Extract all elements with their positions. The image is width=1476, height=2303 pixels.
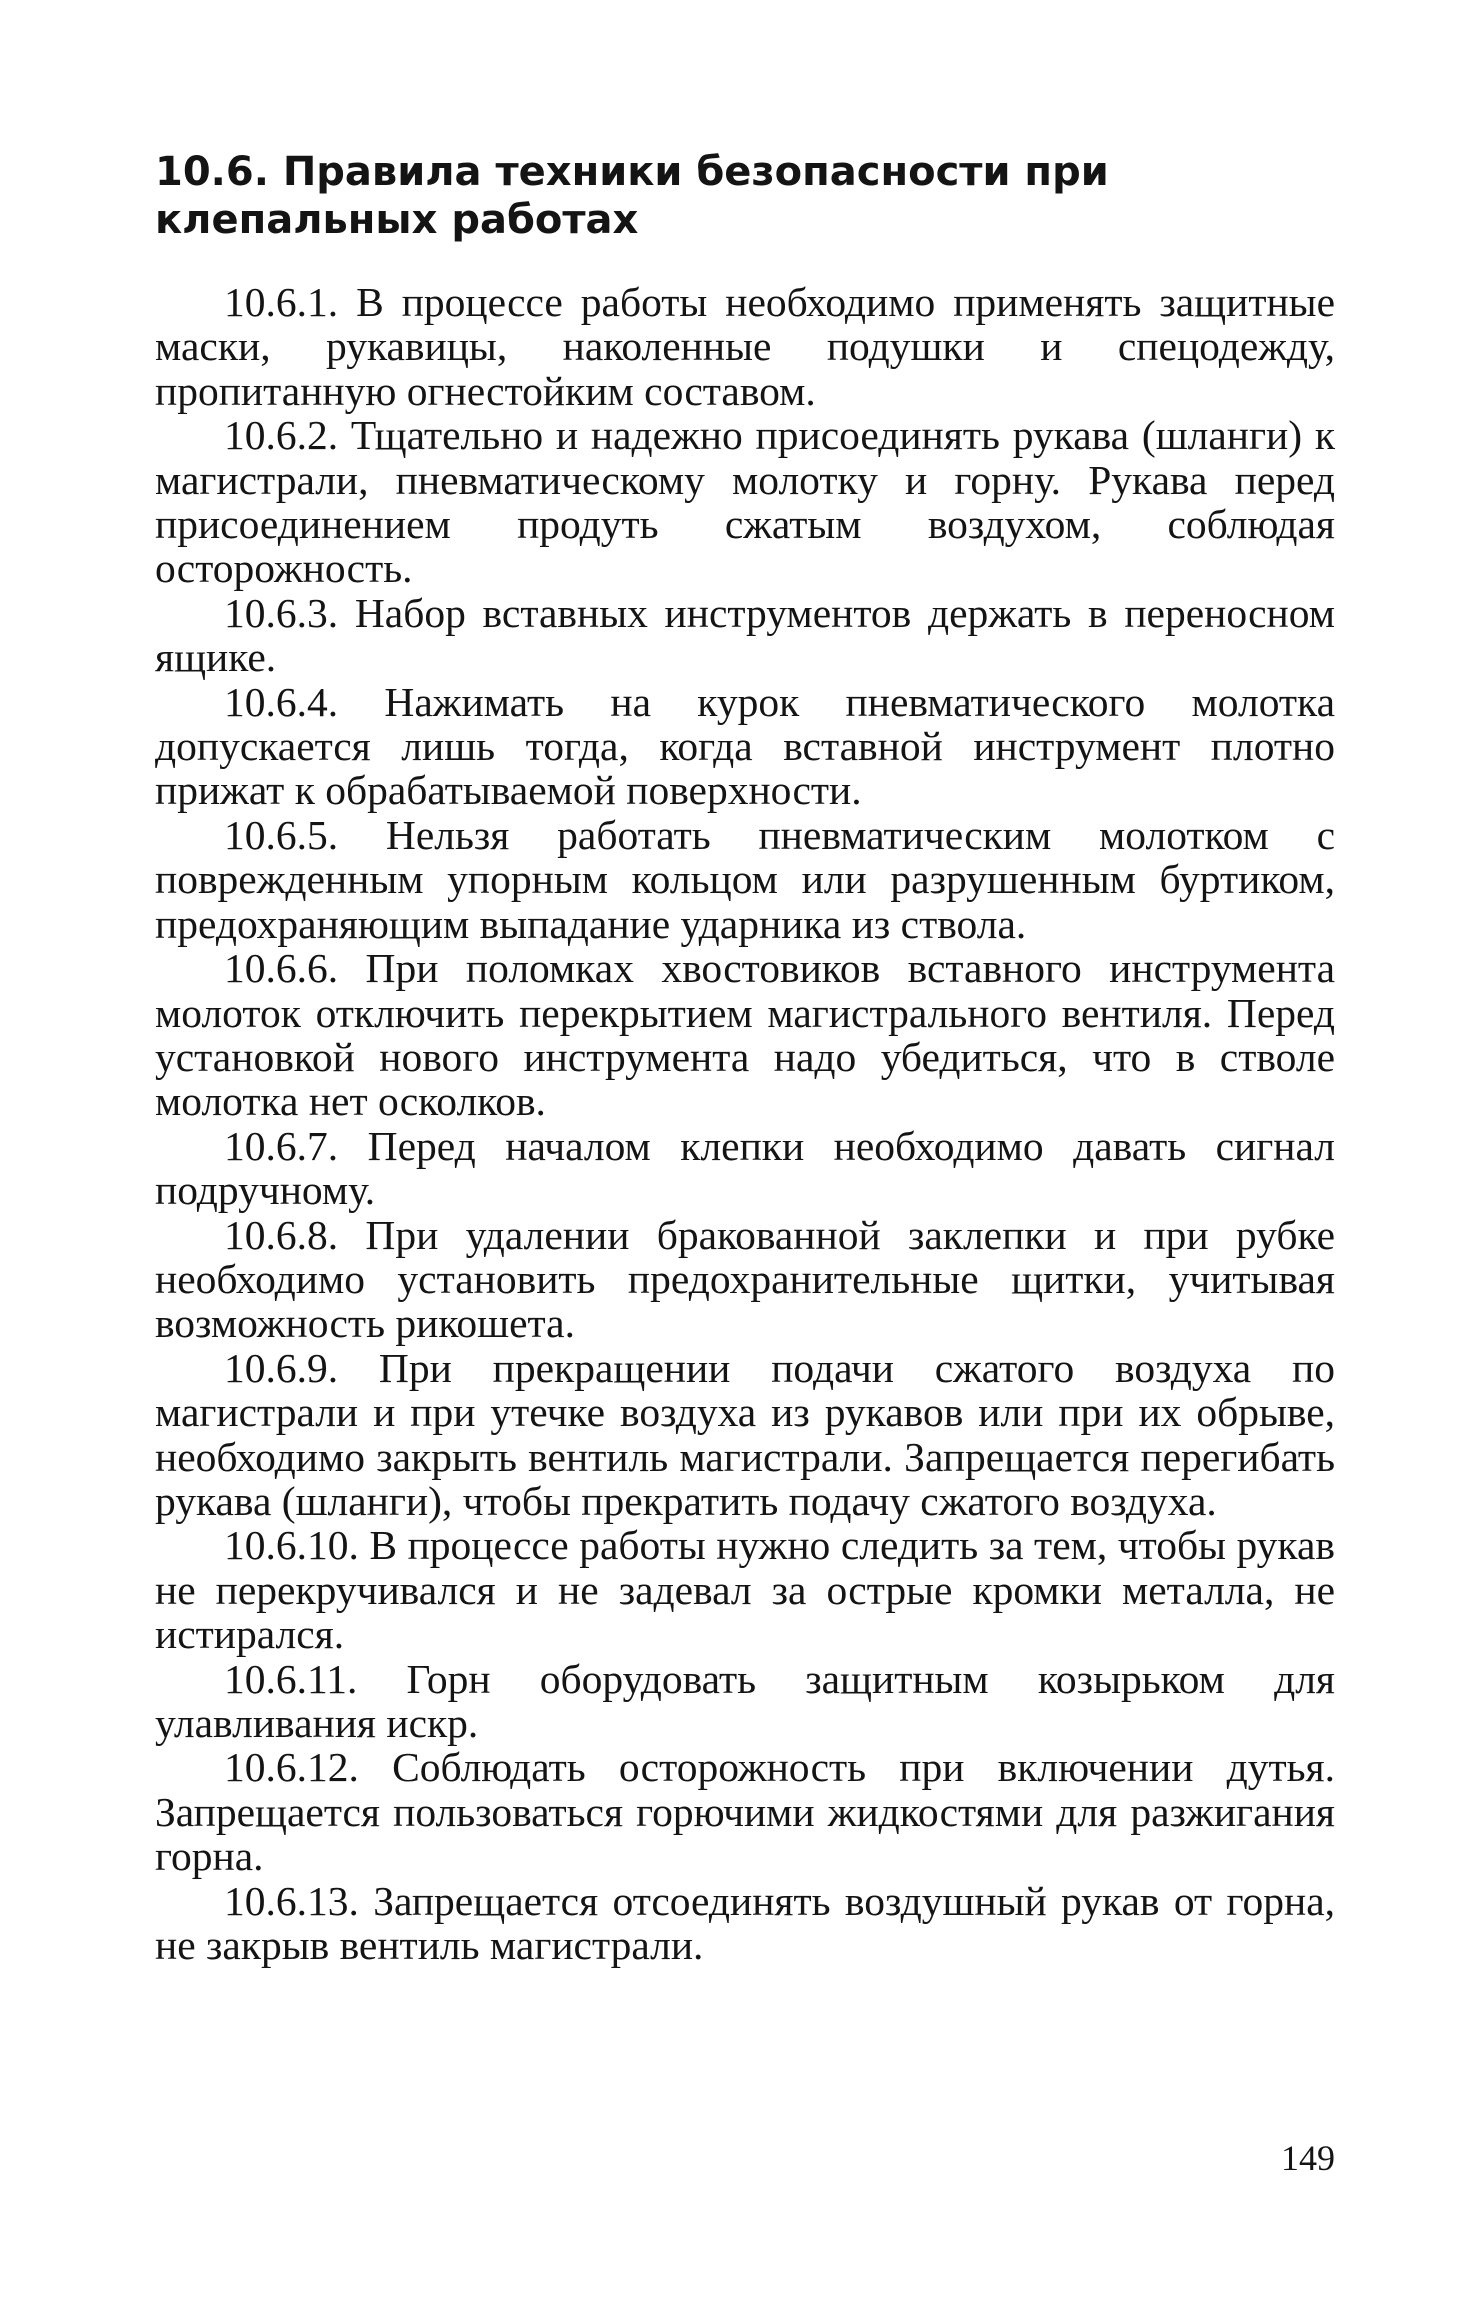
paragraph-10-6-4: 10.6.4. Нажимать на курок пневматического молотка допускается лишь тогда, когда вставной инструмент плотно прижат к обрабатываемой поверхности. bbox=[155, 678, 1335, 814]
paragraph-10-6-7: 10.6.7. Перед началом клепки необходимо давать сигнал подручному. bbox=[155, 1122, 1335, 1214]
section-body bbox=[155, 280, 1335, 1967]
paragraph-10-6-11: 10.6.11. Горн оборудовать защитным козырьком для улавливания искр. bbox=[155, 1655, 1335, 1746]
page-number: 149 bbox=[1281, 2138, 1335, 2178]
section-heading: 10.6. Правила техники безопасности при клепальных работах bbox=[155, 149, 1109, 243]
paragraph-10-6-8: 10.6.8. При удалении бракованной заклепки и при рубке необходимо установить предохранительные щитки, учитывая возможность рикошета. bbox=[155, 1211, 1335, 1347]
paragraph-10-6-9: 10.6.9. При прекращении подачи сжатого воздуха по магистрали и при утечке воздуха из рукавов или при их обрыве, необходимо закрыть вентиль магистрали. Запрещается перегибать рукава (шланги), чтобы прекратить подачу сжатого воздуха. bbox=[155, 1344, 1335, 1524]
paragraph-10-6-1: 10.6.1. В процессе работы необходимо применять защитные маски, рукавицы, наколенные подушки и спецодежду, пропитанную огнестойким составом. bbox=[155, 279, 1335, 414]
paragraph-10-6-5: 10.6.5. Нельзя работать пневматическим молотком с поврежденным упорным кольцом или разрушенным буртиком, предохраняющим выпадание ударника из ствола. bbox=[155, 811, 1335, 947]
paragraph-10-6-3: 10.6.3. Набор вставных инструментов держать в переносном ящике. bbox=[155, 589, 1335, 681]
paragraph-10-6-10: 10.6.10. В процессе работы нужно следить за тем, чтобы рукав не перекручивался и не задевал за острые кромки металла, не истирался. bbox=[155, 1522, 1335, 1658]
paragraph-10-6-2: 10.6.2. Тщательно и надежно присоединять рукава (шланги) к магистрали, пневматическому молотку и горну. Рукава перед присоединением продуть сжатым воздухом, соблюдая осторожность. bbox=[155, 412, 1335, 592]
paragraph-10-6-13: 10.6.13. Запрещается отсоединять воздушный рукав от горна, не закрыв вентиль магистрали. bbox=[155, 1877, 1335, 1969]
paragraph-10-6-12: 10.6.12. Соблюдать осторожность при включении дутья. Запрещается пользоваться горючими жидкостями для разжигания горна. bbox=[155, 1744, 1335, 1880]
paragraph-10-6-6: 10.6.6. При поломках хвостовиков вставного инструмента молоток отключить перекрытием магистрального вентиля. Перед установкой нового инструмента надо убедиться, что в стволе молотка нет осколков. bbox=[155, 945, 1335, 1125]
